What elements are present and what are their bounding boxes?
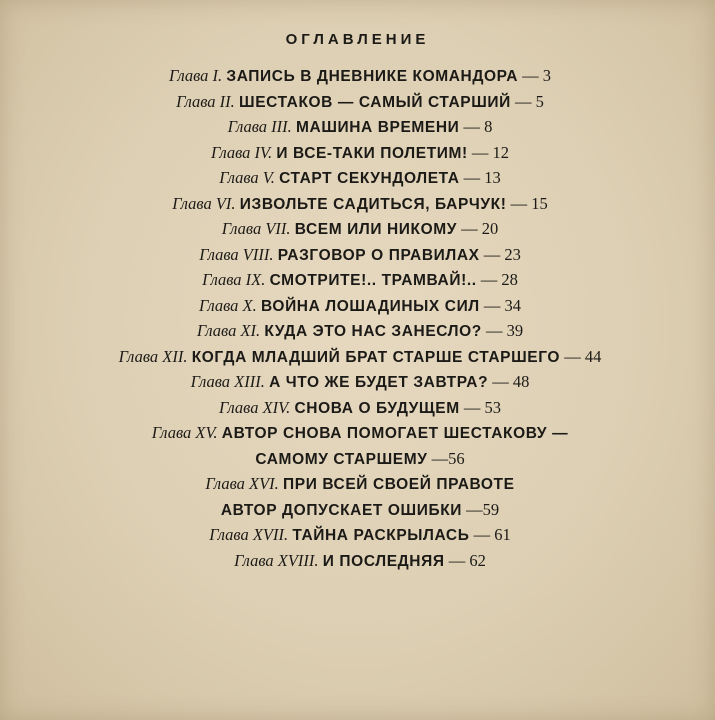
chapter-title: ВОЙНА ЛОШАДИНЫХ СИЛ bbox=[261, 297, 480, 315]
chapter-label: Глава XVII. bbox=[209, 525, 289, 544]
chapter-title: КОГДА МЛАДШИЙ БРАТ СТАРШЕ СТАРШЕГО bbox=[191, 348, 561, 366]
page-number: — 5 bbox=[510, 91, 544, 111]
toc-entry bbox=[40, 472, 680, 523]
page-number: — 8 bbox=[459, 117, 493, 136]
toc-entry bbox=[40, 523, 680, 549]
chapter-label: Глава VIII. bbox=[199, 244, 274, 264]
chapter-label: Глава XVI. bbox=[205, 474, 279, 493]
chapter-label: Глава X. bbox=[198, 295, 257, 315]
chapter-title: СМОТРИТЕ!.. ТРАМВАЙ!.. bbox=[269, 272, 477, 289]
chapter-title: КУДА ЭТО НАС ЗАНЕСЛО? bbox=[264, 323, 482, 340]
chapter-title-line2: САМОМУ СТАРШЕМУ bbox=[255, 450, 428, 468]
chapter-label: Глава II. bbox=[176, 91, 235, 111]
toc-entry bbox=[40, 90, 680, 116]
page-number: — 28 bbox=[476, 270, 518, 289]
chapter-label: Глава VI. bbox=[172, 193, 236, 213]
chapter-title: ВСЕМ ИЛИ НИКОМУ bbox=[294, 221, 457, 238]
toc-entry bbox=[40, 243, 680, 269]
page-number: — 23 bbox=[479, 244, 521, 264]
page-number: — 48 bbox=[488, 372, 530, 391]
toc-entry bbox=[40, 141, 680, 167]
chapter-title-line2: АВТОР ДОПУСКАЕТ ОШИБКИ bbox=[220, 501, 462, 519]
toc-entry bbox=[40, 319, 680, 345]
chapter-title: МАШИНА ВРЕМЕНИ bbox=[296, 119, 460, 136]
chapter-title: А ЧТО ЖЕ БУДЕТ ЗАВТРА? bbox=[269, 374, 489, 391]
chapter-label: Глава V. bbox=[219, 168, 275, 187]
chapter-title: ЗАПИСЬ В ДНЕВНИКЕ КОМАНДОРА bbox=[226, 68, 519, 85]
chapter-title: ИЗВОЛЬТЕ САДИТЬСЯ, БАРЧУК! bbox=[239, 195, 507, 213]
page-number: — 39 bbox=[481, 321, 524, 340]
toc-entry bbox=[40, 549, 680, 575]
toc-entry bbox=[40, 421, 680, 472]
chapter-title: И ВСЕ-ТАКИ ПОЛЕТИМ! bbox=[276, 144, 468, 162]
page-number: — 44 bbox=[560, 346, 602, 366]
page-number: — 34 bbox=[479, 295, 522, 315]
page-number: — 3 bbox=[518, 66, 552, 85]
page-number: — 61 bbox=[469, 525, 511, 544]
chapter-label: Глава IV. bbox=[210, 142, 273, 162]
chapter-label: Глава I. bbox=[168, 66, 223, 85]
chapter-label: Глава XVIII. bbox=[234, 550, 319, 570]
table-of-contents bbox=[40, 64, 680, 574]
chapter-title: АВТОР СНОВА ПОМОГАЕТ ШЕСТАКОВУ — bbox=[221, 425, 569, 442]
toc-entry bbox=[40, 166, 680, 192]
chapter-label: Глава XII. bbox=[118, 346, 188, 366]
chapter-title: ПРИ ВСЕЙ СВОЕЙ ПРАВОТЕ bbox=[283, 476, 515, 493]
page-number: —59 bbox=[462, 499, 500, 519]
toc-entry bbox=[40, 396, 680, 422]
toc-entry bbox=[40, 192, 680, 218]
page-title: ОГЛАВЛЕНИЕ bbox=[285, 31, 430, 48]
page-number: — 20 bbox=[457, 219, 499, 238]
chapter-label: Глава XIV. bbox=[219, 397, 291, 417]
toc-entry bbox=[40, 217, 680, 243]
page-number: — 62 bbox=[444, 550, 486, 570]
chapter-label: Глава XV. bbox=[151, 423, 218, 442]
page-number: —56 bbox=[427, 448, 465, 468]
toc-entry bbox=[40, 294, 680, 320]
title-continuation-line bbox=[40, 498, 680, 524]
chapter-label: Глава III. bbox=[227, 117, 292, 136]
chapter-title: ШЕСТАКОВ — САМЫЙ СТАРШИЙ bbox=[239, 93, 511, 111]
toc-entry bbox=[40, 115, 680, 141]
chapter-label: Глава XI. bbox=[196, 321, 261, 340]
chapter-title: СНОВА О БУДУЩЕМ bbox=[294, 399, 460, 417]
page-number: — 15 bbox=[506, 193, 548, 213]
chapter-label: Глава IX. bbox=[202, 270, 266, 289]
toc-entry bbox=[40, 268, 680, 294]
page-number: — 53 bbox=[459, 397, 501, 417]
chapter-label: Глава XIII. bbox=[190, 372, 265, 391]
toc-entry bbox=[40, 345, 680, 371]
chapter-label: Глава VII. bbox=[221, 219, 291, 238]
chapter-title: РАЗГОВОР О ПРАВИЛАХ bbox=[277, 246, 480, 264]
page-number: — 12 bbox=[467, 142, 510, 162]
toc-entry bbox=[40, 370, 680, 396]
page-number: — 13 bbox=[459, 168, 501, 187]
toc-entry bbox=[40, 64, 680, 90]
title-continuation-line bbox=[40, 447, 680, 473]
chapter-title: И ПОСЛЕДНЯЯ bbox=[322, 552, 445, 570]
chapter-title: ТАЙНА РАСКРЫЛАСЬ bbox=[292, 527, 470, 544]
chapter-title: СТАРТ СЕКУНДОЛЕТА bbox=[279, 170, 460, 187]
